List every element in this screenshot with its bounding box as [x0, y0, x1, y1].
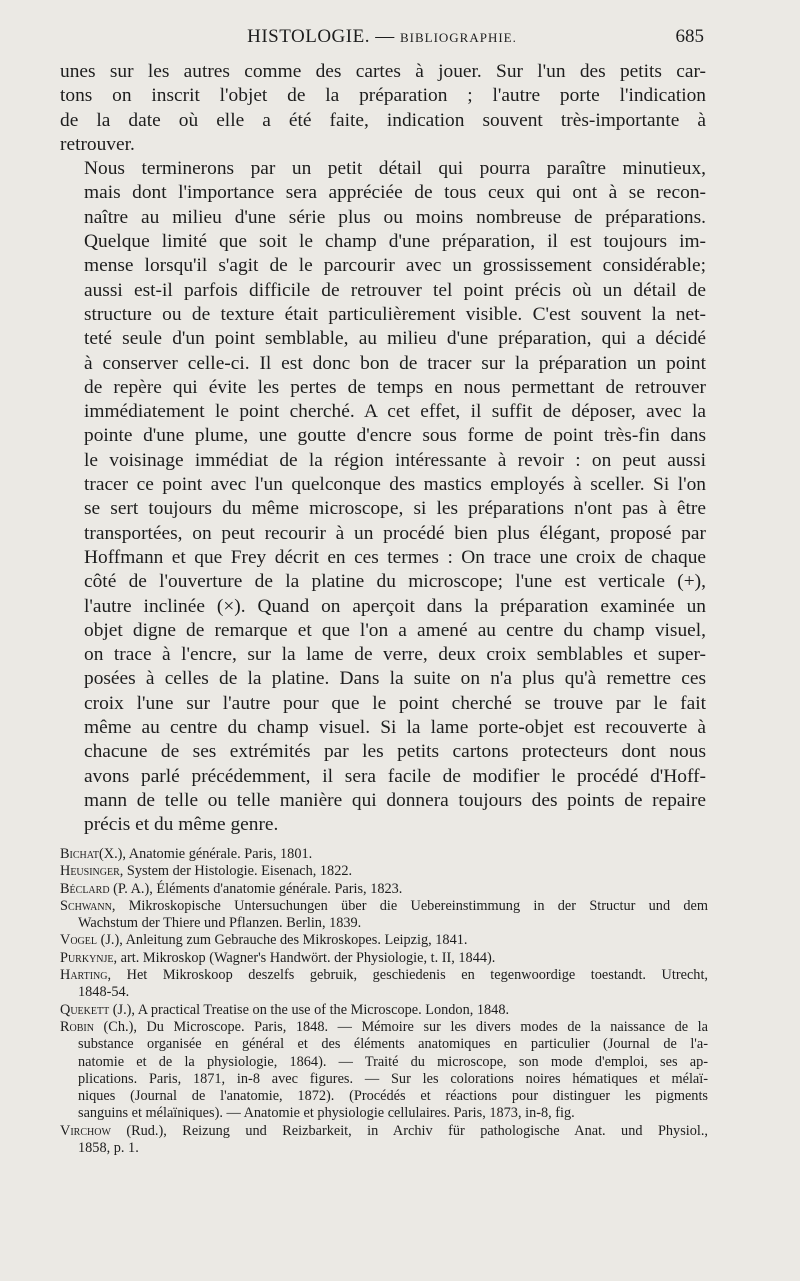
reference-first-line	[60, 967, 708, 984]
text-line: à conserver celle-ci. Il est donc bon de tracer sur la préparation un point	[84, 352, 706, 374]
text-line: Hoffmann et que Frey décrit en ces termes : On trace une croix de chaque	[84, 546, 706, 568]
text-line: objet digne de remarque et que l'on a amené au centre du champ visuel,	[84, 619, 706, 641]
text-line: on trace à l'encre, sur la lame de verre, deux croix semblables et super-	[84, 644, 706, 666]
reference-author: Béclard	[60, 880, 110, 897]
title-dash: —	[375, 26, 395, 47]
reference-author: Harting	[60, 967, 108, 984]
reference-first-line	[60, 932, 708, 949]
reference-text: (X.), Anatomie générale. Paris, 1801.	[98, 846, 313, 862]
text-line: côté de l'ouverture de la platine du microscope; l'une est verticale (+),	[84, 571, 706, 593]
reference-author: Purkynje	[60, 949, 114, 966]
reference-text: , art. Mikroskop (Wagner's Handwört. der Physiologie, t. II, 1844).	[113, 949, 496, 966]
reference-text: (Rud.), Reizung und Reizbarkeit, in Archiv für pathologische Anat. und Physiol.,	[110, 1122, 708, 1139]
reference-first-line	[60, 1002, 708, 1019]
reference-text: (J.), A practical Treatise on the use of the Microscope. London, 1848.	[109, 1001, 510, 1018]
reference-first-line	[60, 863, 708, 880]
text-line: de la date où elle a été faite, indication souvent très-importante à	[60, 109, 706, 131]
reference-author: Robin	[60, 1018, 94, 1035]
body-text	[60, 60, 706, 838]
reference-author: Quekett	[60, 1001, 110, 1018]
reference-first-line	[60, 950, 708, 967]
reference-continuation-line: niques (Journal de l'anatomie, 1872). (Procédés et réactions pour distinguer les pigments	[78, 1088, 708, 1105]
text-line: immédiatement le point cherché. A cet effet, il suffit de déposer, avec la	[84, 401, 706, 423]
reference-author: Bichat	[60, 846, 99, 862]
text-line: chacune de ses extrémités par les petits cartons protecteurs dont nous	[84, 741, 706, 763]
paragraph-2	[60, 157, 706, 837]
text-line: de repère qui évite les pertes de temps en nous permettant de retrouver	[84, 376, 706, 398]
text-line: teté seule d'un point semblable, au milieu d'une préparation, qui a décidé	[84, 328, 706, 350]
reference-first-line	[60, 1019, 708, 1036]
reference-author: Heusinger	[60, 863, 120, 880]
text-line: posées à celles de la platine. Dans la suite on n'a plus qu'à remettre ces	[84, 668, 706, 690]
text-line: précis et du même genre.	[84, 814, 279, 836]
text-line: même au centre du champ visuel. Si la lame porte-objet est recouverte à	[84, 717, 706, 739]
reference-entry	[60, 881, 708, 898]
reference-continuation-line: 1848-54.	[78, 984, 130, 1001]
reference-text: (P. A.), Éléments d'anatomie générale. Paris, 1823.	[109, 880, 403, 897]
reference-text: (Ch.), Du Microscope. Paris, 1848. — Mémoire sur les divers modes de la naissance de la	[93, 1018, 708, 1035]
bibliography-list	[60, 846, 708, 1157]
reference-continuation-line: plications. Paris, 1871, in-8 avec figures. — Sur les colorations noires hématiques et mélaï-	[78, 1070, 708, 1087]
reference-first-line	[60, 1123, 708, 1140]
reference-continuation-line: Wachstum der Thiere und Pflanzen. Berlin, 1839.	[78, 915, 362, 932]
paragraph-1	[60, 60, 706, 157]
text-line: mann de telle ou telle manière qui donnera toujours des points de repaire	[84, 789, 706, 811]
reference-entry	[60, 967, 708, 1002]
reference-continuation-line: 1858, p. 1.	[78, 1140, 139, 1157]
text-line: aussi est-il parfois difficile de retrouver tel point précis où un détail de	[84, 279, 706, 301]
page-number: 685	[675, 26, 704, 47]
reference-entry	[60, 846, 708, 863]
text-line: avons parlé précédemment, il sera facile de modifier le procédé d'Hoff-	[84, 765, 706, 787]
reference-first-line	[60, 846, 708, 863]
reference-entry	[60, 863, 708, 880]
reference-text: (J.), Anleitung zum Gebrauche des Mikroskopes. Leipzig, 1841.	[97, 932, 468, 949]
reference-entry	[60, 1123, 708, 1158]
reference-entry	[60, 1019, 708, 1123]
text-line: mense lorsqu'il s'agit de le parcourir avec un grossissement considérable;	[84, 255, 706, 277]
reference-entry	[60, 950, 708, 967]
reference-continuation-line: natomie et de la physiologie, 1864). — Traité du microscope, son mode d'emploi, ses ap-	[78, 1053, 708, 1070]
text-line: se sert toujours du même microscope, si les préparations n'ont pas à être	[84, 498, 706, 520]
running-title	[60, 26, 704, 48]
text-line: Nous terminerons par un petit détail qui pourra paraître minutieux,	[84, 158, 706, 180]
reference-text: , System der Histologie. Eisenach, 1822.	[119, 863, 353, 880]
text-line: le voisinage immédiat de la région intéressante à revoir : on peut aussi	[84, 449, 706, 471]
text-line: Quelque limité que soit le champ d'une préparation, il est toujours im-	[84, 231, 706, 253]
reference-text: , Het Mikroskoop deszelfs gebruik, geschiedenis en tegenwoordige toestandt. Utrecht,	[107, 967, 708, 984]
text-line: croix l'une sur l'autre pour que le point cherché se trouve par le fait	[84, 692, 706, 714]
reference-text: , Mikroskopische Untersuchungen über die Uebereinstimmung in der Structur und dem	[111, 897, 708, 914]
title-main: HISTOLOGIE.	[247, 26, 370, 47]
reference-first-line	[60, 881, 708, 898]
text-line: tons on inscrit l'objet de la préparation ; l'autre porte l'indication	[60, 85, 706, 107]
text-line: retrouver.	[60, 133, 135, 155]
text-line: structure ou de texture était particulièrement visible. C'est souvent la net-	[84, 303, 706, 325]
reference-entry	[60, 932, 708, 949]
text-line: pointe d'une plume, une goutte d'encre sous forme de point très-fin dans	[84, 425, 706, 447]
running-header	[60, 26, 704, 50]
reference-continuation-line: substance organisée en général et des éléments anatomiques en particulier (Journal de l'a-	[78, 1036, 708, 1053]
title-sub: BIBLIOGRAPHIE.	[399, 30, 517, 45]
text-line: naître au milieu d'une série plus ou moins nombreuse de préparations.	[84, 206, 706, 228]
reference-author: Virchow	[60, 1122, 111, 1139]
text-line: l'autre inclinée (×). Quand on aperçoit dans la préparation examinée un	[84, 595, 706, 617]
reference-entry	[60, 898, 708, 933]
reference-author: Schwann	[60, 897, 112, 914]
text-line: tracer ce point avec l'un quelconque des mastics employés à sceller. Si l'on	[84, 474, 706, 496]
reference-first-line	[60, 898, 708, 915]
reference-author: Vogel	[60, 932, 97, 949]
text-line: transportées, on peut recourir à un procédé bien plus élégant, proposé par	[84, 522, 706, 544]
reference-entry	[60, 1002, 708, 1019]
text-line: unes sur les autres comme des cartes à jouer. Sur l'un des petits car-	[60, 61, 706, 82]
reference-continuation-line: sanguins et mélaïniques). — Anatomie et physiologie cellulaires. Paris, 1873, in-8, fig.	[78, 1105, 575, 1122]
text-line: mais dont l'importance sera appréciée de tous ceux qui ont à se recon-	[84, 182, 706, 204]
